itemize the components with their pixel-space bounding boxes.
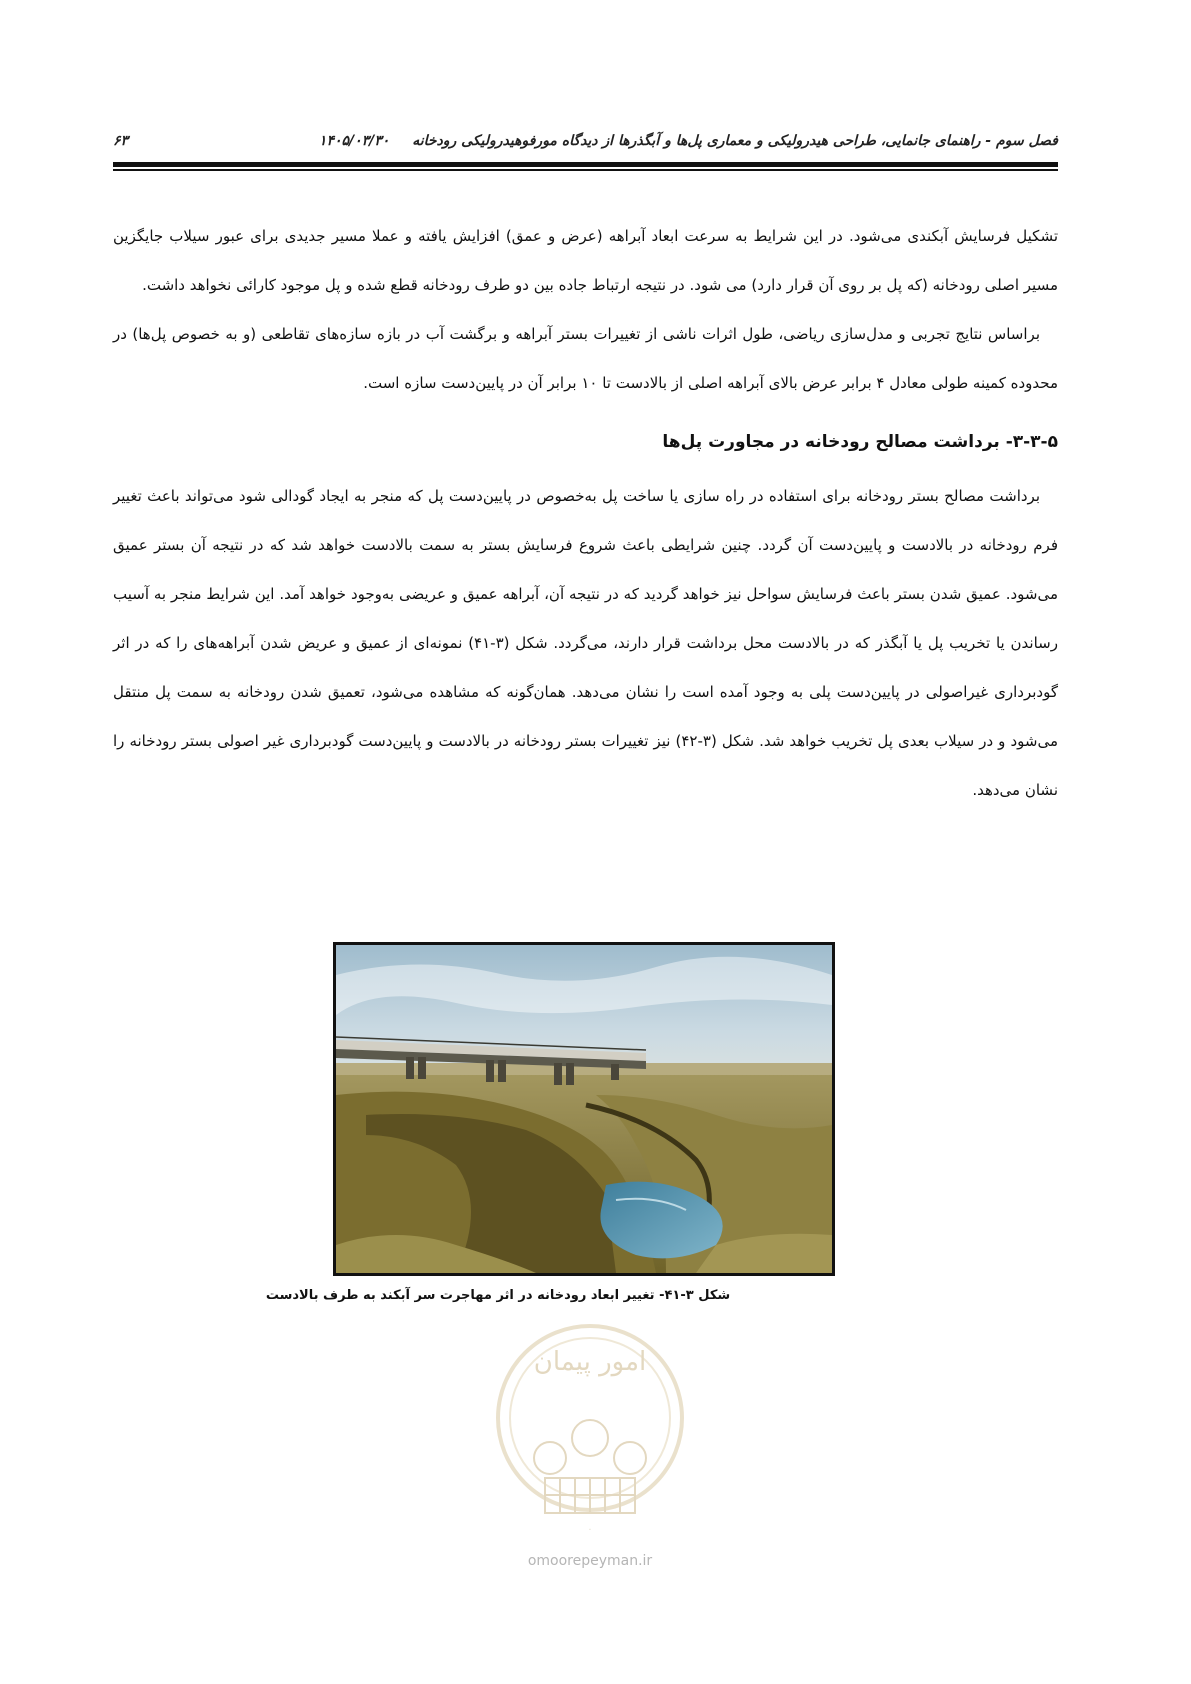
paragraph: برداشت مصالح بستر رودخانه برای استفاده در راه سازی یا ساخت پل به‌خصوص در پایین‌دست پل که منجر به ایجاد گودالی شود می‌تواند باعث تغییر فرم رودخانه در بالادست و پایین‌دست آن گردد. چنین شرایطی باعث شروع فرسایش بستر به سمت بالادست خواهد شد که در نتیجه آن بستر عمیق می‌شود. عمیق شدن بستر باعث فرسایش سواحل نیز خواهد گردید که در نتیجه آن، آبراهه عمیق و عریضی به‌وجود خواهد آمد. این شرایط منجر به آسیب رساندن یا تخریب پل یا آبگذر که در بالادست محل برداشت قرار دارند، می‌گردد. شکل (۳-۴۱) نمونه‌ای از عمیق و عریض شدن آبراهه‌های را که در اثر گودبرداری غیراصولی در پایین‌دست پلی به وجود آمده است را نشان می‌دهد. همان‌گونه که مشاهده می‌شود، تعمیق شدن رودخانه به سمت پل منتقل می‌شود و در سیلاب بعدی پل تخریب خواهد شد. شکل (۳-۴۲) نیز تغییرات بستر رودخانه در بالادست و پایین‌دست گودبرداری غیر اصولی بستر رودخانه را نشان می‌دهد.: [113, 487, 1058, 799]
section-heading: ۳-۳-۵- برداشت مصالح رودخانه در مجاورت پل‌ها: [662, 432, 1058, 452]
watermark-site: omoorepeyman.ir: [527, 1553, 653, 1569]
body-text: [113, 212, 1058, 815]
bridge-gully-photo: [336, 945, 832, 1273]
figure-caption: شکل ۳-۴۱- تغییر ابعاد رودخانه در اثر مهاجرت سر آبکند به طرف بالادست: [265, 1288, 731, 1303]
paragraph: تشکیل فرسایش آبکندی می‌شود. در این شرایط به سرعت ابعاد آبراهه (عرض و عمق) افزایش یافته و عملا مسیر جدیدی برای عبور سیلاب جایگزین مسیر اصلی رودخانه (که پل بر روی آن قرار دارد) می شود. در نتیجه ارتباط جاده بین دو طرف رودخانه قطع شده و پل موجود کارائی نخواهد داشت.: [113, 227, 1058, 294]
running-header: [113, 128, 1058, 154]
watermark-logo-text: امور پیمان: [533, 1347, 647, 1377]
header-title: فصل سوم - راهنمای جانمایی، طراحی هیدرولیکی و معماری پل‌ها و آبگذرها از دیدگاه مورفوهیدرولیکی رودخانه: [412, 133, 1058, 149]
header-title-group: [301, 133, 1058, 149]
svg-text:.: .: [588, 1522, 592, 1533]
header-rule-thin: [113, 169, 1058, 171]
header-date: ۱۴۰۵/۰۳/۳۰: [318, 133, 390, 149]
paragraph: براساس نتایج تجربی و مدل‌سازی ریاضی، طول اثرات ناشی از تغییرات بستر آبراهه و برگشت آب در بازه سازه‌های تقاطعی (و به خصوص پل‌ها) در محدوده کمینه طولی معادل ۴ برابر عرض بالای آبراهه اصلی از بالادست تا ۱۰ برابر آن در پایین‌دست سازه است.: [113, 325, 1058, 392]
figure-photo: [333, 942, 835, 1276]
page-number: ۶۳: [113, 133, 129, 149]
header-rule-thick: [113, 162, 1058, 167]
watermark-logo: [490, 1318, 690, 1568]
